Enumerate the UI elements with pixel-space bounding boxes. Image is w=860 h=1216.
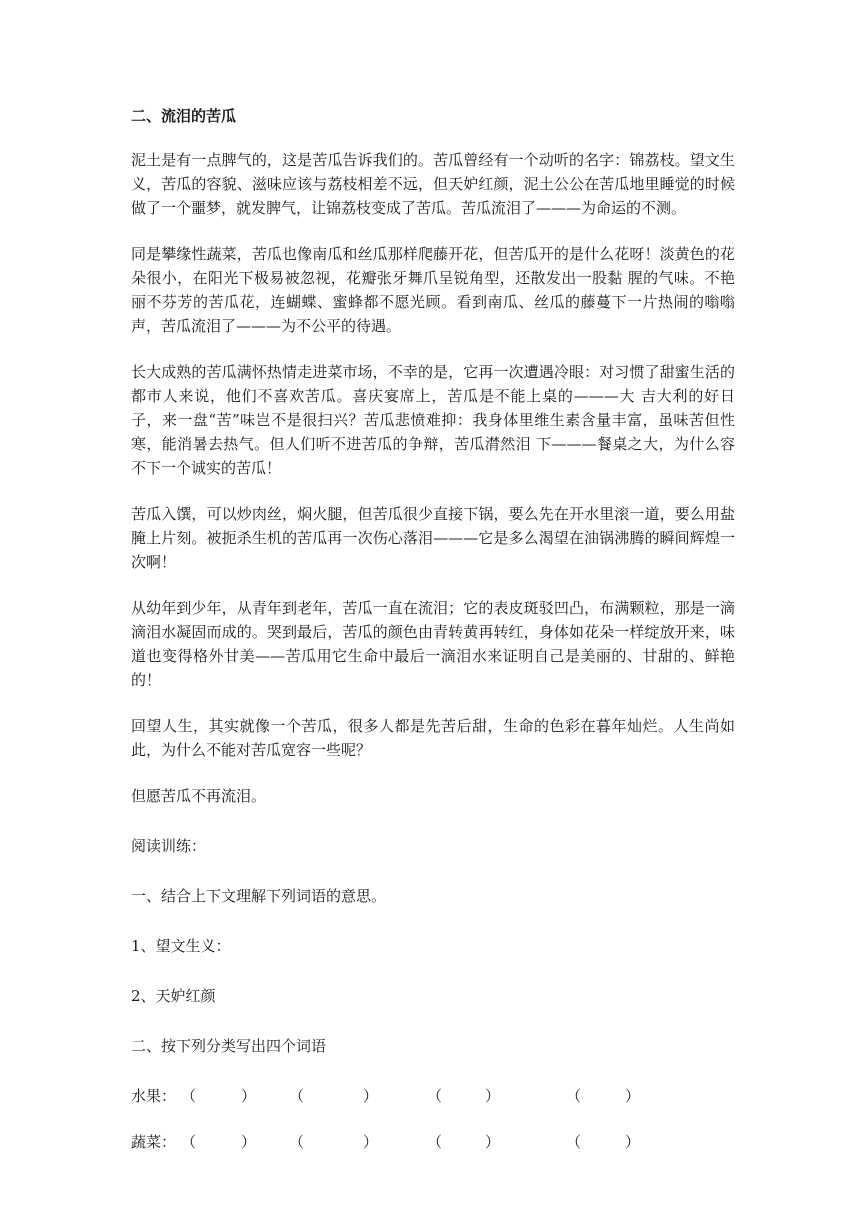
paragraph-5: 从幼年到少年，从青年到老年，苦瓜一直在流泪；它的表皮斑驳凹凸，布满颗粒，那是一滴滴泪水凝固而成的。哭到最后，苦瓜的颜色由青转黄再转红，身体如花朵一样绽放开来，味道也变得格外甘美——苦瓜用它生命中最后一滴泪水来证明自己是美丽的、甘甜的、鲜艳的！ <box>131 599 735 689</box>
veg-blank-3-open: （ <box>427 1133 443 1151</box>
fruit-answer-row <box>131 1084 735 1108</box>
closing-line: 但愿苦瓜不再流泪。 <box>131 787 267 805</box>
exercise-heading: 阅读训练： <box>131 837 207 855</box>
veg-blank-1-open: （ <box>181 1133 197 1151</box>
fruit-blank-3-open: （ <box>427 1087 443 1105</box>
paragraph-4: 苦瓜入馔，可以炒肉丝，焖火腿，但苦瓜很少直接下锅，要么先在开水里滚一道，要么用盐腌上片刻。被扼杀生机的苦瓜再一次伤心落泪———它是多么渴望在油锅沸腾的瞬间辉煌一次啊！ <box>131 505 735 571</box>
vegetable-label: 蔬菜： <box>131 1133 177 1151</box>
fruit-blank-3-close: ） <box>485 1087 501 1105</box>
fruit-blank-4-close: ） <box>625 1087 641 1105</box>
question-1-item-1: 1、望文生义： <box>131 937 231 955</box>
fruit-blank-2-close: ） <box>363 1087 379 1105</box>
document-page <box>131 104 735 1176</box>
fruit-label: 水果： <box>131 1087 177 1105</box>
veg-blank-4-open: （ <box>566 1133 582 1151</box>
paragraph-2: 同是攀缘性蔬菜，苦瓜也像南瓜和丝瓜那样爬藤开花，但苦瓜开的是什么花呀！淡黄色的花朵很小，在阳光下极易被忽视，花瓣张牙舞爪呈锐角型，还散发出一股黏 腥的气味。不艳丽不芬芳的苦瓜花，连蝴蝶、蜜蜂都不愿光顾。看到南瓜、丝瓜的藤蔓下一片热闹的嗡嗡声，苦瓜流泪了———为不公平的待遇。 <box>131 245 735 335</box>
fruit-blank-4-open: （ <box>566 1087 582 1105</box>
paragraph-1: 泥土是有一点脾气的，这是苦瓜告诉我们的。苦瓜曾经有一个动听的名字：锦荔枝。望文生义，苦瓜的容貌、滋味应该与荔枝相差不远，但天妒红颜，泥土公公在苦瓜地里睡觉的时候做了一个噩梦，就发脾气，让锦荔枝变成了苦瓜。苦瓜流泪了———为命运的不测。 <box>131 151 735 217</box>
veg-blank-2-close: ） <box>363 1133 379 1151</box>
question-1: 一、结合上下文理解下列词语的意思。 <box>131 887 387 905</box>
veg-blank-3-close: ） <box>485 1133 501 1151</box>
fruit-blank-1-open: （ <box>181 1087 197 1105</box>
veg-blank-1-close: ） <box>241 1133 257 1151</box>
veg-blank-4-close: ） <box>625 1133 641 1151</box>
fruit-blank-2-open: （ <box>289 1087 305 1105</box>
fruit-blank-1-close: ） <box>241 1087 257 1105</box>
question-1-item-2: 2、天妒红颜 <box>131 987 216 1005</box>
question-2: 二、按下列分类写出四个词语 <box>131 1037 327 1055</box>
paragraph-3: 长大成熟的苦瓜满怀热情走进菜市场，不幸的是，它再一次遭遇冷眼：对习惯了甜蜜生活的都市人来说，他们不喜欢苦瓜。喜庆宴席上，苦瓜是不能上桌的———大 吉大利的好日子，来一盘“苦”味岂不是很扫兴？苦瓜悲愤难抑：我身体里维生素含量丰富，虽味苦但性寒，能消暑去热气。但人们听不进苦瓜的争辩，苦瓜潸然泪 下———餐桌之大，为什么容不下一个诚实的苦瓜！ <box>131 363 735 477</box>
veg-blank-2-open: （ <box>289 1133 305 1151</box>
vegetable-answer-row <box>131 1130 735 1154</box>
article-title: 二、流泪的苦瓜 <box>131 107 237 125</box>
paragraph-6: 回望人生，其实就像一个苦瓜，很多人都是先苦后甜，生命的色彩在暮年灿烂。人生尚如此，为什么不能对苦瓜宽容一些呢？ <box>131 717 735 759</box>
